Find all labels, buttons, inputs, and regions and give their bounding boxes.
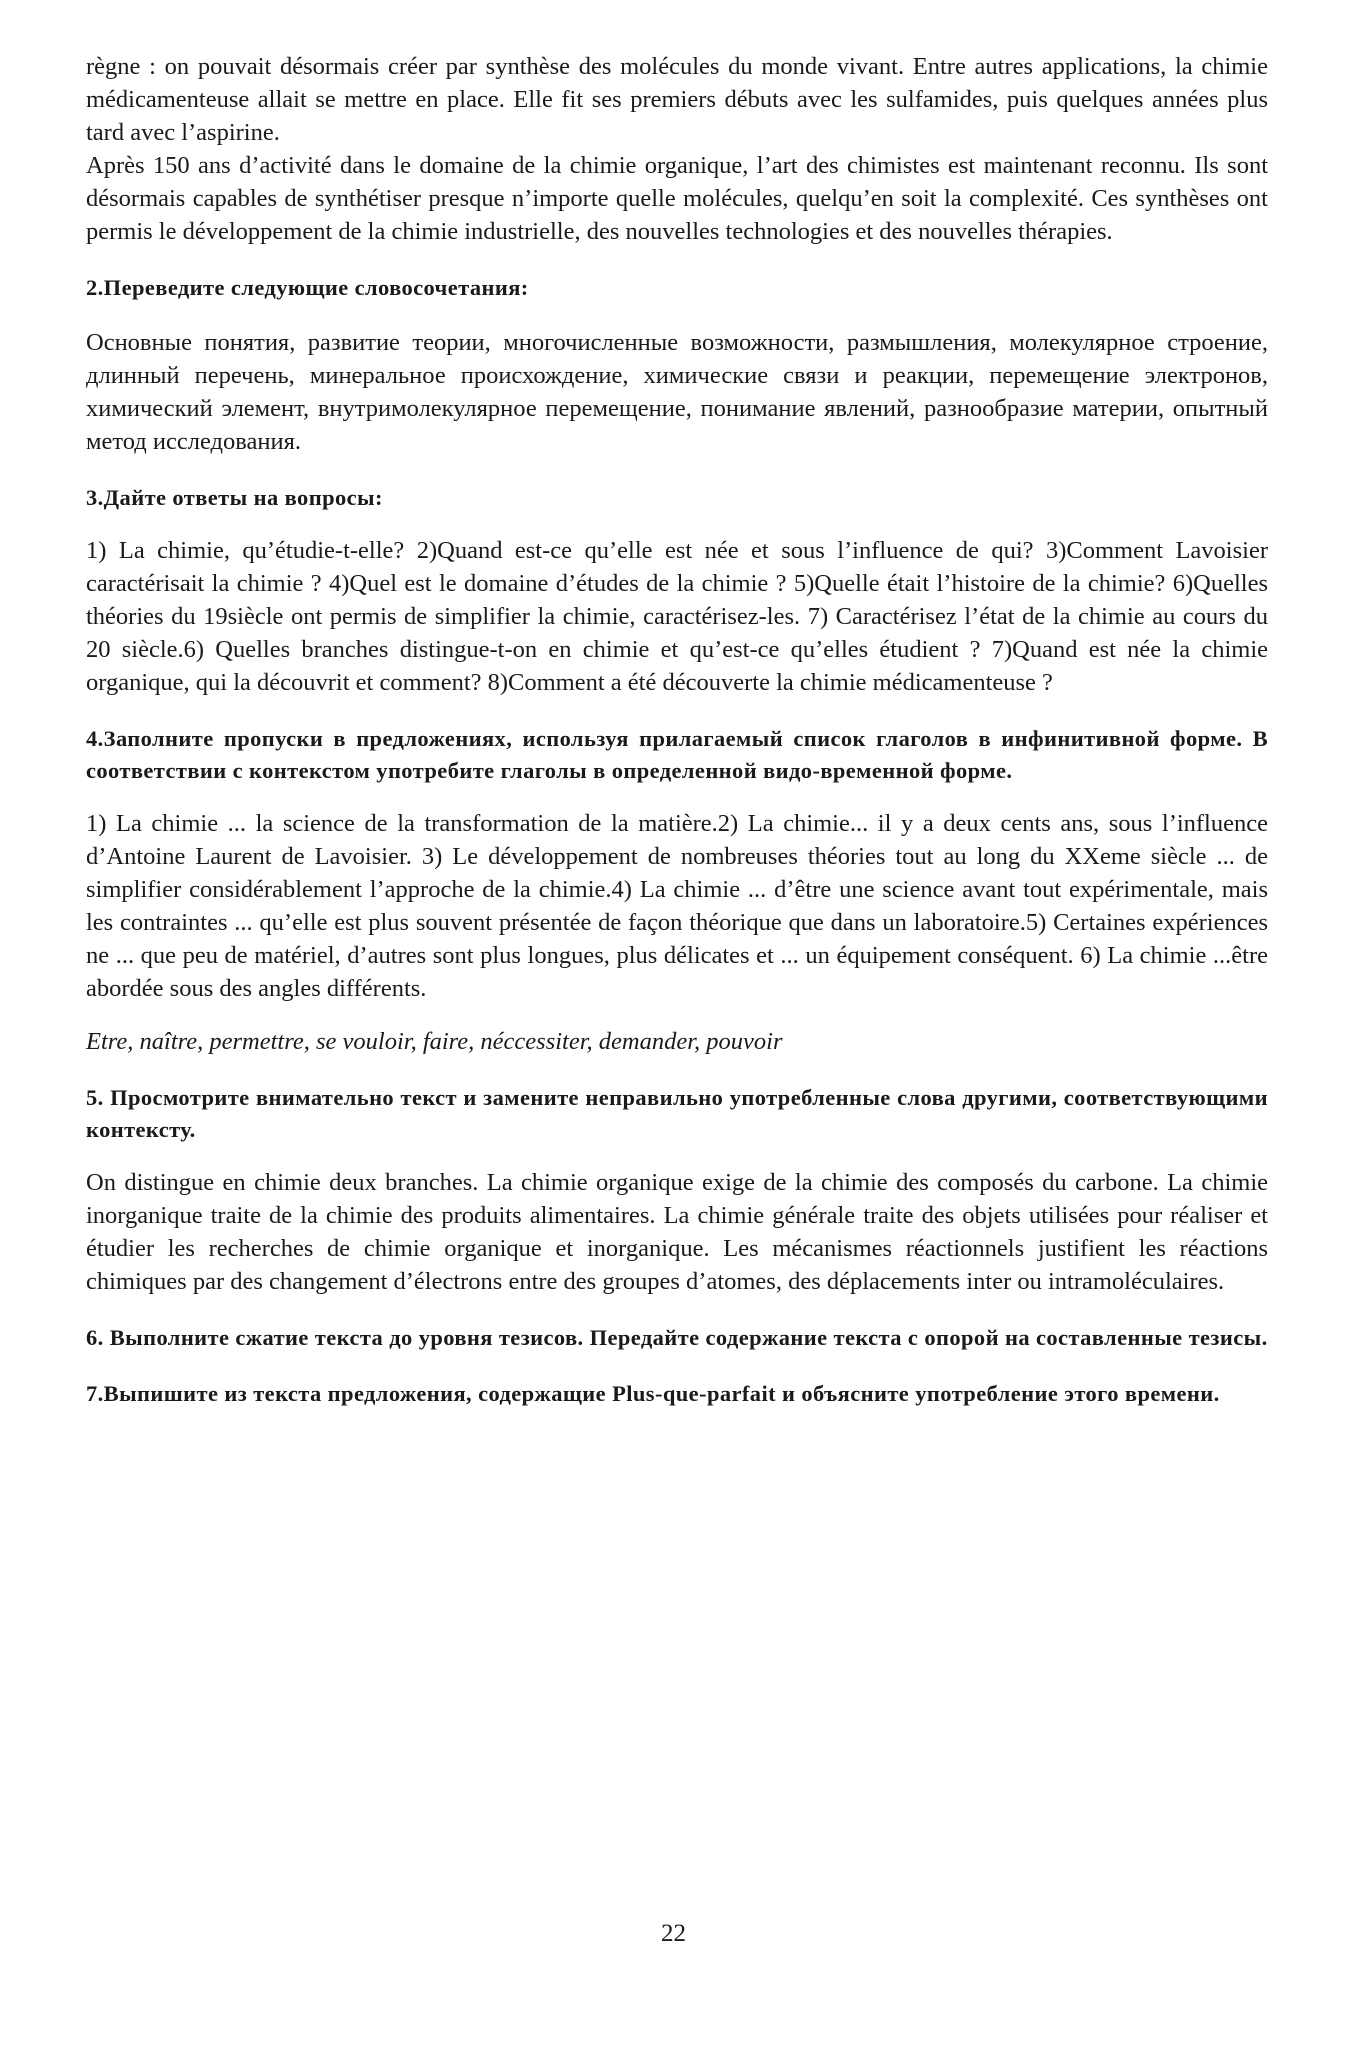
- page-number: 22: [661, 1920, 686, 1947]
- exercise-3-heading: 3.Дайте ответы на вопросы:: [86, 485, 383, 510]
- document-page: [86, 50, 1268, 1410]
- intro-paragraph-2: Après 150 ans d’activité dans le domaine de la chimie organique, l’art des chimistes est maintenant reconnu. Ils sont désormais capables de synthétiser presque n’importe quelle molécules, quelqu’en soit la complexité. Ces synthèses ont permis le développement de la chimie industrielle, des nouvelles technologies et des nouvelles thérapies.: [86, 152, 1268, 245]
- exercise-3-text: 1) La chimie, qu’étudie-t-elle? 2)Quand est-ce qu’elle est née et sous l’influence de qui? 3)Comment Lavoisier caractérisait la chimie ? 4)Quel est le domaine d’études de la chimie ? 5)Quelle était l’histoire de la chimie? 6)Quelles théories du 19siècle ont permis de simplifier la chimie, caractérisez-les. 7) Caractérisez l’état de la chimie au cours du 20 siècle.6) Quelles branches distingue-t-on en chimie et qu’est-ce qu’elles étudient ? 7)Quand est née la chimie organique, qui la découvrit et comment? 8)Comment a été découverte la chimie médicamenteuse ?: [86, 537, 1268, 696]
- exercise-6-heading: 6. Выполните сжатие текста до уровня тезисов. Передайте содержание текста с опорой на составленные тезисы.: [86, 1325, 1268, 1350]
- exercise-2-text: Основные понятия, развитие теории, многочисленные возможности, размышления, молекулярное строение, длинный перечень, минеральное происхождение, химические связи и реакции, перемещение электронов, химический элемент, внутримолекулярное перемещение, понимание явлений, разнообразие материи, опытный метод исследования.: [86, 329, 1268, 455]
- exercise-4-heading: 4.Заполните пропуски в предложениях, используя прилагаемый список глаголов в инфинитивной форме. В соответствии с контекстом употребите глаголы в определенной видо-временной форме.: [86, 726, 1268, 783]
- intro-paragraph-1: règne : on pouvait désormais créer par synthèse des molécules du monde vivant. Entre autres applications, la chimie médicamenteuse allait se mettre en place. Elle fit ses premiers débuts avec les sulfamides, puis quelques années plus tard avec l’aspirine.: [86, 53, 1268, 146]
- exercise-4-verb-list: Etre, naître, permettre, se vouloir, faire, néccessiter, demander, pouvoir: [86, 1028, 783, 1055]
- exercise-5-heading: 5. Просмотрите внимательно текст и замените неправильно употребленные слова другими, соответствующими контексту.: [86, 1085, 1268, 1142]
- exercise-2-heading: 2.Переведите следующие словосочетания:: [86, 275, 529, 300]
- exercise-4-text: 1) La chimie ... la science de la transformation de la matière.2) La chimie... il y a deux cents ans, sous l’influence d’Antoine Laurent de Lavoisier. 3) Le développement de nombreuses théories tout au long du XXeme siècle ... de simplifier considérablement l’approche de la chimie.4) La chimie ... d’être une science avant tout expérimentale, mais les contraintes ... qu’elle est plus souvent présentée de façon théorique que dans un laboratoire.5) Certaines expériences ne ... que peu de matériel, d’autres sont plus longues, plus délicates et ... un équipement conséquent. 6) La chimie ...être abordée sous des angles différents.: [86, 810, 1268, 1002]
- exercise-7-heading: 7.Выпишите из текста предложения, содержащие Plus-que-parfait и объясните употребление этого времени.: [86, 1381, 1220, 1406]
- exercise-5-text: On distingue en chimie deux branches. La chimie organique exige de la chimie des composés du carbone. La chimie inorganique traite de la chimie des produits alimentaires. La chimie générale traite des objets utilisées pour réaliser et étudier les recherches de chimie organique et inorganique. Les mécanismes réactionnels justifient les réactions chimiques par des changement d’électrons entre des groupes d’atomes, des déplacements inter ou intramoléculaires.: [86, 1169, 1268, 1295]
